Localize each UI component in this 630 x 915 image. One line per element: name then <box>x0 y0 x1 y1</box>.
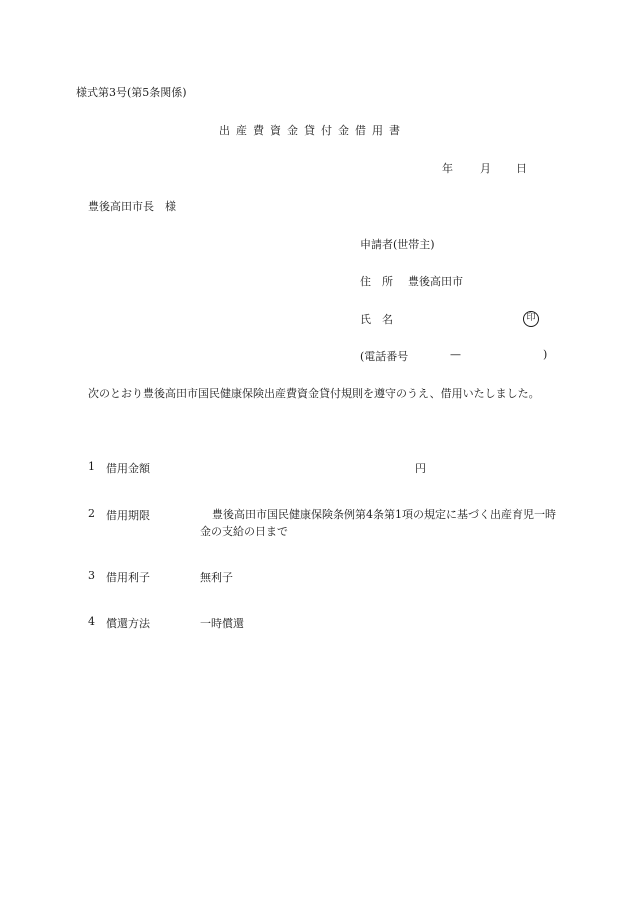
document-title: 出産費資金貸付金借用書 <box>219 124 406 137</box>
applicant-heading: 申請者(世帯主) <box>360 238 435 251</box>
item-number: 1 <box>88 460 95 473</box>
seal-mark <box>523 310 539 327</box>
item-value: 一時償還 <box>200 617 244 630</box>
loan-deadline-text: 豊後高田市国民健康保険条例第4条第1項の規定に基づく出産育児一時金の支給の日まで <box>200 508 556 538</box>
item-value: 円 <box>415 462 426 475</box>
name-label: 氏 名 <box>360 313 393 326</box>
form-label: 様式第3号(第5条関係) <box>76 86 187 99</box>
item-label: 借用利子 <box>106 571 150 584</box>
phone-close: ) <box>543 348 548 361</box>
item-value: 無利子 <box>200 571 233 584</box>
item-label: 借用期限 <box>106 509 150 522</box>
address-label: 住 所 <box>360 275 393 288</box>
seal-icon: 印 <box>523 311 539 327</box>
addressee: 豊後高田市長 様 <box>88 200 176 213</box>
date-day: 日 <box>516 162 527 175</box>
address-value: 豊後高田市 <box>408 275 463 288</box>
date-month: 月 <box>480 162 491 175</box>
item-number: 4 <box>88 615 95 628</box>
phone-dash: — <box>450 348 461 361</box>
item-number: 3 <box>88 569 95 582</box>
body-text: 次のとおり豊後高田市国民健康保険出産費資金貸付規則を遵守のうえ、借用いたしました。 <box>88 387 540 400</box>
phone-label: (電話番号 <box>360 350 409 363</box>
date-year: 年 <box>442 162 453 175</box>
item-label: 借用金額 <box>106 462 150 475</box>
item-value <box>200 506 560 540</box>
item-number: 2 <box>88 507 95 520</box>
body-paragraph <box>76 383 556 404</box>
item-label: 償還方法 <box>106 617 150 630</box>
